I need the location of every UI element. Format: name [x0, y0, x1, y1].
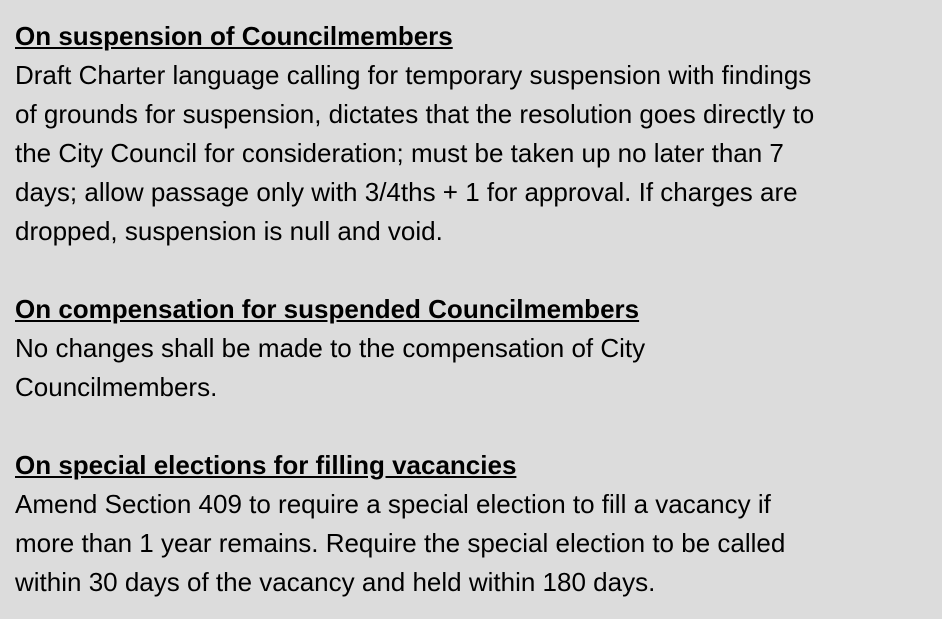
section-body	[15, 485, 930, 602]
section-heading: On compensation for suspended Councilmembers	[15, 294, 640, 324]
section-body	[15, 56, 930, 251]
section-body	[15, 329, 930, 407]
section-suspension	[15, 17, 942, 251]
body-line: within 30 days of the vacancy and held within 180 days.	[15, 567, 656, 597]
body-line: the City Council for consideration; must be taken up no later than 7	[15, 138, 784, 168]
section-heading: On special elections for filling vacancies	[15, 450, 517, 480]
body-line: dropped, suspension is null and void.	[15, 216, 443, 246]
body-line: Draft Charter language calling for temporary suspension with findings	[15, 60, 812, 90]
body-line: Amend Section 409 to require a special election to fill a vacancy if	[15, 489, 771, 519]
body-line: Councilmembers.	[15, 372, 218, 402]
section-compensation	[15, 290, 942, 407]
body-line: days; allow passage only with 3/4ths + 1 for approval. If charges are	[15, 177, 798, 207]
body-line: of grounds for suspension, dictates that the resolution goes directly to	[15, 99, 815, 129]
section-special-elections	[15, 446, 942, 602]
body-line: more than 1 year remains. Require the special election to be called	[15, 528, 786, 558]
body-line: No changes shall be made to the compensation of City	[15, 333, 646, 363]
section-heading: On suspension of Councilmembers	[15, 21, 453, 51]
